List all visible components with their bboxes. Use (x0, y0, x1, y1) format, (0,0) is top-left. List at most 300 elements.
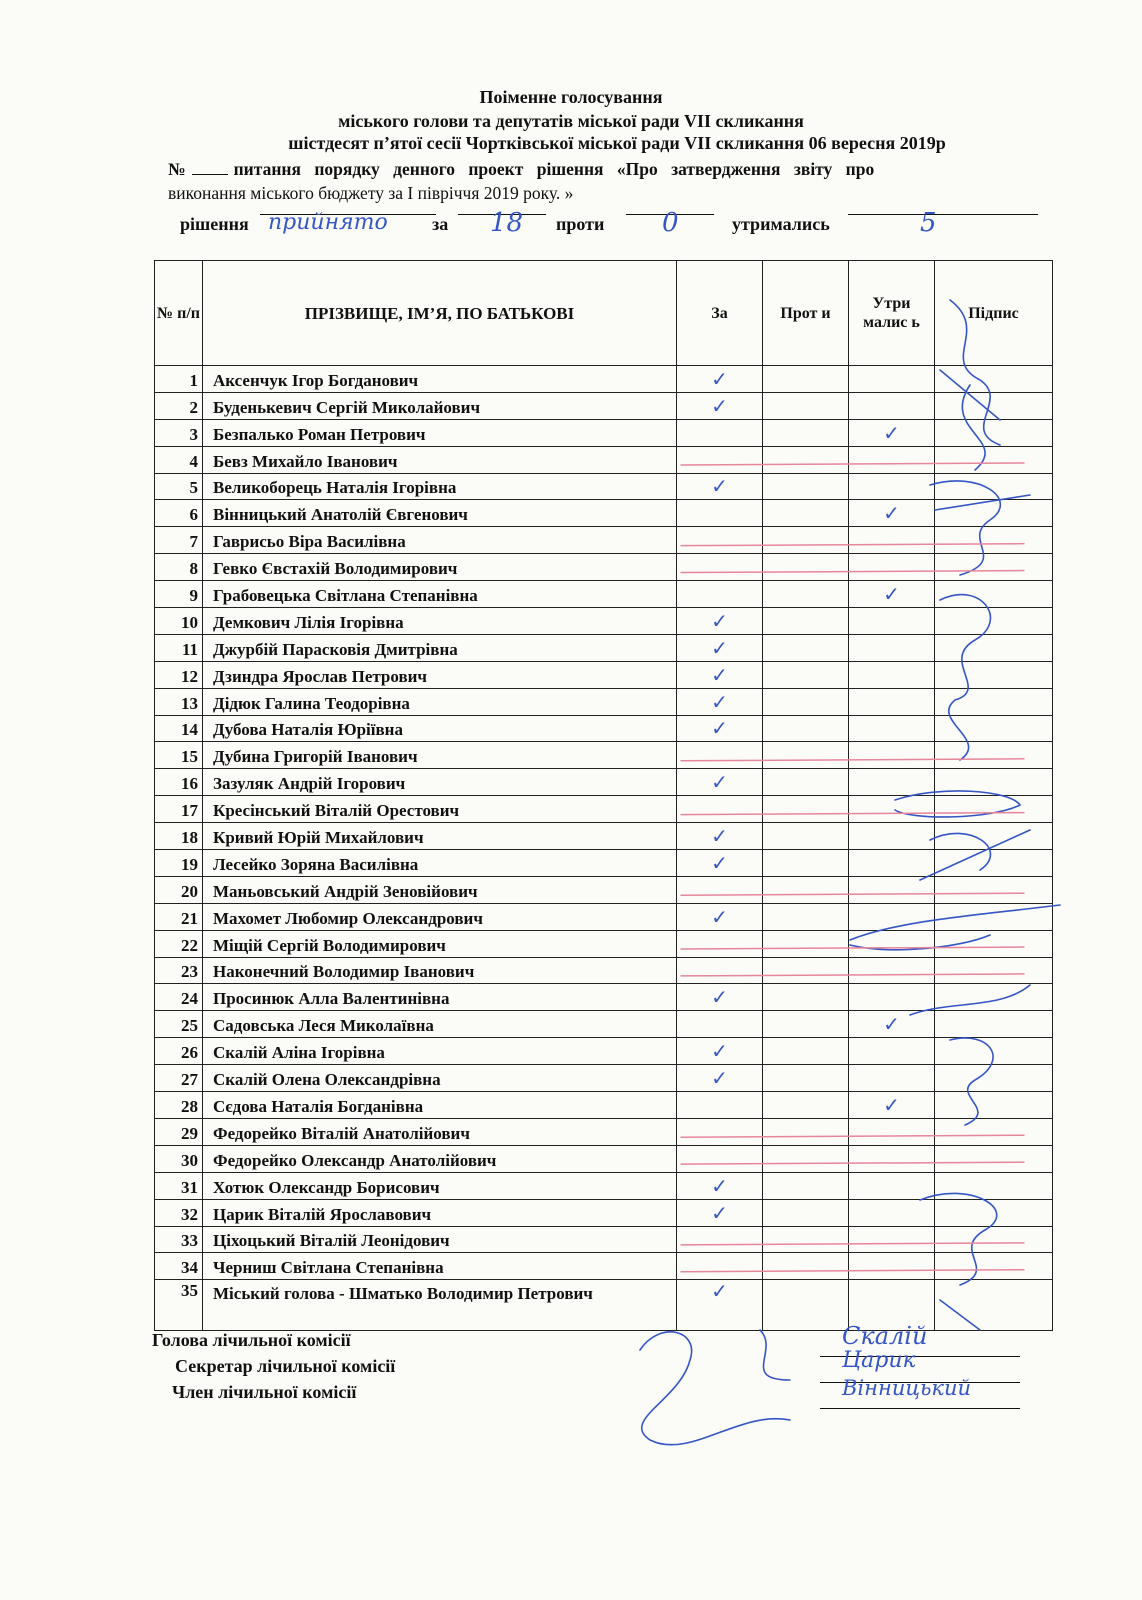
document-subtitle: міського голови та депутатів міської ради VII скликання (338, 111, 804, 131)
row-name: Міщій Сергій Володимирович (203, 930, 677, 957)
agenda-question (168, 158, 1068, 180)
vote-for-cell (677, 527, 763, 554)
vote-abstain-cell (849, 850, 935, 877)
check-mark-icon: ✓ (711, 985, 728, 1010)
row-name: Бевз Михайло Іванович (203, 446, 677, 473)
vote-against-cell (763, 823, 849, 850)
vote-abstain-cell (849, 1092, 935, 1119)
table-row (155, 1118, 1053, 1145)
check-mark-icon: ✓ (883, 420, 900, 445)
vote-for-cell (677, 742, 763, 769)
vote-against-cell (763, 1199, 849, 1226)
signature-cell (935, 769, 1053, 796)
question-text: питання порядку денного проект рішення «Про затвердження звіту про (233, 159, 875, 179)
row-name: Джурбій Парасковія Дмитрівна (203, 634, 677, 661)
vote-for-cell (677, 1280, 763, 1331)
vote-abstain-cell (849, 742, 935, 769)
check-mark-icon: ✓ (711, 366, 728, 391)
table-row (155, 661, 1053, 688)
vote-for-cell (677, 957, 763, 984)
table-row (155, 1092, 1053, 1119)
row-name: Великоборець Наталія Ігорівна (203, 473, 677, 500)
vote-against-cell (763, 446, 849, 473)
row-name: Федорейко Віталій Анатолійович (203, 1118, 677, 1145)
vote-abstain-cell (849, 903, 935, 930)
row-name: Буденькевич Сергій Миколайович (203, 392, 677, 419)
vote-abstain-cell (849, 796, 935, 823)
row-number: 5 (155, 473, 203, 500)
check-mark-icon: ✓ (711, 716, 728, 741)
vote-for-cell (677, 1118, 763, 1145)
table-row (155, 1011, 1053, 1038)
abstain-value: 5 (920, 208, 937, 238)
table-row (155, 1199, 1053, 1226)
row-name: Дідюк Галина Теодорівна (203, 688, 677, 715)
check-mark-icon: ✓ (711, 1039, 728, 1064)
vote-against-cell (763, 473, 849, 500)
vote-abstain-cell (849, 984, 935, 1011)
vote-for-cell (677, 1172, 763, 1199)
vote-against-cell (763, 419, 849, 446)
row-name: Черниш Світлана Степанівна (203, 1253, 677, 1280)
row-number: 23 (155, 957, 203, 984)
vote-for-cell (677, 688, 763, 715)
table-row (155, 446, 1053, 473)
vote-for-cell (677, 634, 763, 661)
vote-for-cell (677, 661, 763, 688)
vote-against-cell (763, 366, 849, 393)
signature-cell (935, 1118, 1053, 1145)
vote-abstain-cell (849, 1199, 935, 1226)
vote-against-cell (763, 1092, 849, 1119)
signature-cell (935, 1280, 1053, 1331)
signature-cell (935, 823, 1053, 850)
row-number: 22 (155, 930, 203, 957)
table-row (155, 473, 1053, 500)
signature-cell (935, 850, 1053, 877)
row-name: Сєдова Наталія Богданівна (203, 1092, 677, 1119)
row-name: Зазуляк Андрій Ігорович (203, 769, 677, 796)
vote-against-cell (763, 1038, 849, 1065)
vote-for-cell (677, 446, 763, 473)
row-name: Царик Віталій Ярославович (203, 1199, 677, 1226)
col-header-signature: Підпис (935, 261, 1053, 366)
vote-abstain-cell (849, 1226, 935, 1253)
row-name: Ціхоцький Віталій Леонідович (203, 1226, 677, 1253)
vote-against-cell (763, 1172, 849, 1199)
row-number: 19 (155, 850, 203, 877)
decision-line (180, 208, 1060, 242)
vote-against-cell (763, 688, 849, 715)
check-mark-icon: ✓ (711, 662, 728, 687)
abstain-value-line (848, 214, 1038, 215)
signature-cell (935, 715, 1053, 742)
table-row (155, 903, 1053, 930)
vote-for-cell (677, 1253, 763, 1280)
decision-value: прийнято (268, 210, 388, 235)
signature-cell (935, 1038, 1053, 1065)
col-header-for: За (677, 261, 763, 366)
table-row (155, 850, 1053, 877)
row-name: Грабовецька Світлана Степанівна (203, 581, 677, 608)
vote-against-cell (763, 930, 849, 957)
col-header-number: № п/п (155, 261, 203, 366)
vote-against-cell (763, 850, 849, 877)
signature-cell (935, 1145, 1053, 1172)
signature-cell (935, 1226, 1053, 1253)
vote-abstain-cell (849, 446, 935, 473)
signature-cell (935, 392, 1053, 419)
table-row (155, 823, 1053, 850)
row-number: 10 (155, 608, 203, 635)
table-row (155, 688, 1053, 715)
signature-cell (935, 984, 1053, 1011)
table-row (155, 366, 1053, 393)
vote-for-cell (677, 876, 763, 903)
table-row (155, 1145, 1053, 1172)
vote-against-cell (763, 500, 849, 527)
vote-against-cell (763, 742, 849, 769)
row-number: 32 (155, 1199, 203, 1226)
table-row (155, 419, 1053, 446)
check-mark-icon: ✓ (711, 1279, 728, 1304)
signature-cell (935, 1172, 1053, 1199)
vote-abstain-cell (849, 823, 935, 850)
signature-scribble-9 (640, 1330, 790, 1445)
vote-abstain-cell (849, 661, 935, 688)
vote-abstain-cell (849, 1145, 935, 1172)
vote-for-cell (677, 1226, 763, 1253)
vote-against-cell (763, 1226, 849, 1253)
row-number: 25 (155, 1011, 203, 1038)
row-number: 18 (155, 823, 203, 850)
document-title: Поіменне голосування (479, 87, 663, 107)
signature-cell (935, 1199, 1053, 1226)
row-number: 20 (155, 876, 203, 903)
vote-against-cell (763, 1011, 849, 1038)
row-number: 13 (155, 688, 203, 715)
vote-for-cell (677, 392, 763, 419)
vote-abstain-cell (849, 473, 935, 500)
table-row (155, 554, 1053, 581)
signature-cell (935, 554, 1053, 581)
row-name: Дубина Григорій Іванович (203, 742, 677, 769)
agenda-question-cont: виконання міського бюджету за І півріччя 2019 року. » (168, 183, 574, 203)
table-row (155, 634, 1053, 661)
signature-cell (935, 1253, 1053, 1280)
row-number: 34 (155, 1253, 203, 1280)
member-sig-line (820, 1408, 1020, 1409)
table-row (155, 930, 1053, 957)
row-number: 27 (155, 1065, 203, 1092)
table-row (155, 527, 1053, 554)
row-number: 28 (155, 1092, 203, 1119)
vote-abstain-cell (849, 1253, 935, 1280)
vote-abstain-cell (849, 715, 935, 742)
against-value: 0 (662, 208, 679, 238)
vote-against-cell (763, 1065, 849, 1092)
table-row (155, 1065, 1053, 1092)
row-number: 35 (155, 1280, 203, 1331)
for-label: за (432, 214, 449, 234)
vote-table (154, 260, 1053, 1331)
table-row (155, 715, 1053, 742)
row-name: Лесейко Зоряна Василівна (203, 850, 677, 877)
row-name: Вінницький Анатолій Євгенович (203, 500, 677, 527)
vote-abstain-cell (849, 581, 935, 608)
vote-abstain-cell (849, 500, 935, 527)
table-row (155, 769, 1053, 796)
vote-abstain-cell (849, 1118, 935, 1145)
signature-cell (935, 366, 1053, 393)
vote-for-cell (677, 473, 763, 500)
signature-cell (935, 742, 1053, 769)
vote-for-cell (677, 1038, 763, 1065)
vote-for-cell (677, 554, 763, 581)
check-mark-icon: ✓ (883, 501, 900, 526)
vote-abstain-cell (849, 527, 935, 554)
table-row (155, 876, 1053, 903)
row-number: 12 (155, 661, 203, 688)
vote-against-cell (763, 903, 849, 930)
vote-for-cell (677, 715, 763, 742)
row-number: 4 (155, 446, 203, 473)
signature-cell (935, 527, 1053, 554)
row-name: Дзиндра Ярослав Петрович (203, 661, 677, 688)
row-number: 3 (155, 419, 203, 446)
vote-against-cell (763, 554, 849, 581)
row-number: 31 (155, 1172, 203, 1199)
signature-cell (935, 1065, 1053, 1092)
vote-for-cell (677, 769, 763, 796)
signature-cell (935, 796, 1053, 823)
row-name: Маньовський Андрій Зеновійович (203, 876, 677, 903)
vote-for-cell (677, 581, 763, 608)
row-number: 33 (155, 1226, 203, 1253)
chair-label: Голова лічильної комісії (152, 1330, 351, 1350)
table-row (155, 1172, 1053, 1199)
vote-against-cell (763, 527, 849, 554)
check-mark-icon: ✓ (711, 689, 728, 714)
signature-cell (935, 876, 1053, 903)
vote-for-cell (677, 500, 763, 527)
row-number: 16 (155, 769, 203, 796)
table-row (155, 581, 1053, 608)
row-number: 1 (155, 366, 203, 393)
table-row (155, 500, 1053, 527)
vote-abstain-cell (849, 1065, 935, 1092)
vote-abstain-cell (849, 688, 935, 715)
vote-against-cell (763, 581, 849, 608)
vote-for-cell (677, 1092, 763, 1119)
signature-cell (935, 903, 1053, 930)
vote-abstain-cell (849, 608, 935, 635)
vote-for-cell (677, 366, 763, 393)
vote-against-cell (763, 876, 849, 903)
vote-abstain-cell (849, 930, 935, 957)
vote-abstain-cell (849, 876, 935, 903)
vote-against-cell (763, 634, 849, 661)
member-label: Член лічильної комісії (172, 1382, 357, 1402)
row-number: 29 (155, 1118, 203, 1145)
signature-cell (935, 634, 1053, 661)
row-name: Гевко Євстахій Володимирович (203, 554, 677, 581)
vote-for-cell (677, 903, 763, 930)
vote-abstain-cell (849, 1011, 935, 1038)
row-number: 8 (155, 554, 203, 581)
vote-for-cell (677, 419, 763, 446)
signature-cell (935, 419, 1053, 446)
row-number: 9 (155, 581, 203, 608)
check-mark-icon: ✓ (711, 770, 728, 795)
row-name: Дубова Наталія Юріївна (203, 715, 677, 742)
vote-against-cell (763, 1280, 849, 1331)
row-name: Просинюк Алла Валентинівна (203, 984, 677, 1011)
check-mark-icon: ✓ (711, 904, 728, 929)
table-row (155, 1253, 1053, 1280)
against-label: проти (556, 214, 605, 234)
col-header-against: Прот и (763, 261, 849, 366)
col-header-abstain: Утри малис ь (849, 261, 935, 366)
vote-against-cell (763, 661, 849, 688)
check-mark-icon: ✓ (711, 474, 728, 499)
vote-for-cell (677, 608, 763, 635)
vote-abstain-cell (849, 554, 935, 581)
vote-against-cell (763, 1118, 849, 1145)
row-number: 30 (155, 1145, 203, 1172)
row-name: Демкович Лілія Ігорівна (203, 608, 677, 635)
check-mark-icon: ✓ (711, 608, 728, 633)
signature-cell (935, 688, 1053, 715)
check-mark-icon: ✓ (711, 850, 728, 875)
vote-abstain-cell (849, 366, 935, 393)
question-number-blank (192, 160, 228, 175)
for-value: 18 (490, 208, 524, 238)
check-mark-icon: ✓ (711, 635, 728, 660)
signature-cell (935, 608, 1053, 635)
table-header-row (155, 261, 1053, 366)
check-mark-icon: ✓ (711, 824, 728, 849)
vote-against-cell (763, 769, 849, 796)
signature-cell (935, 957, 1053, 984)
check-mark-icon: ✓ (883, 1012, 900, 1037)
vote-for-cell (677, 823, 763, 850)
vote-for-cell (677, 930, 763, 957)
vote-abstain-cell (849, 1172, 935, 1199)
col-header-name: ПРІЗВИЩЕ, ІМ’Я, ПО БАТЬКОВІ (203, 261, 677, 366)
vote-for-cell (677, 1199, 763, 1226)
vote-abstain-cell (849, 419, 935, 446)
question-number-label: № (168, 159, 186, 179)
check-mark-icon: ✓ (711, 1200, 728, 1225)
vote-against-cell (763, 1145, 849, 1172)
table-row (155, 957, 1053, 984)
row-name: Аксенчук Ігор Богданович (203, 366, 677, 393)
vote-for-cell (677, 1011, 763, 1038)
row-number: 24 (155, 984, 203, 1011)
row-name: Наконечний Володимир Іванович (203, 957, 677, 984)
signature-cell (935, 1011, 1053, 1038)
row-name: Скалій Аліна Ігорівна (203, 1038, 677, 1065)
row-name: Садовська Леся Миколаївна (203, 1011, 677, 1038)
vote-for-cell (677, 796, 763, 823)
row-number: 17 (155, 796, 203, 823)
abstain-label: утримались (732, 214, 830, 234)
check-mark-icon: ✓ (711, 393, 728, 418)
check-mark-icon: ✓ (711, 1173, 728, 1198)
vote-against-cell (763, 796, 849, 823)
row-name: Гаврисьо Віра Василівна (203, 527, 677, 554)
row-number: 21 (155, 903, 203, 930)
row-number: 15 (155, 742, 203, 769)
decision-label: рішення (180, 214, 249, 234)
table-row (155, 608, 1053, 635)
session-line: шістдесят п’ятої сесії Чортківської міської ради VII скликання 06 вересня 2019р (288, 133, 946, 153)
row-number: 26 (155, 1038, 203, 1065)
check-mark-icon: ✓ (883, 1092, 900, 1117)
vote-abstain-cell (849, 392, 935, 419)
row-number: 11 (155, 634, 203, 661)
secretary-signature: Царик (842, 1348, 916, 1373)
vote-abstain-cell (849, 634, 935, 661)
member-signature: Вінницький (842, 1376, 972, 1400)
row-number: 6 (155, 500, 203, 527)
row-number: 2 (155, 392, 203, 419)
vote-abstain-cell (849, 769, 935, 796)
vote-for-cell (677, 984, 763, 1011)
table-row (155, 392, 1053, 419)
row-name: Махомет Любомир Олександрович (203, 903, 677, 930)
check-mark-icon: ✓ (883, 582, 900, 607)
table-row (155, 1226, 1053, 1253)
vote-against-cell (763, 608, 849, 635)
row-number: 14 (155, 715, 203, 742)
table-row (155, 984, 1053, 1011)
signature-cell (935, 473, 1053, 500)
vote-for-cell (677, 850, 763, 877)
table-row (155, 742, 1053, 769)
signature-cell (935, 446, 1053, 473)
row-name: Скалій Олена Олександрівна (203, 1065, 677, 1092)
table-row (155, 1038, 1053, 1065)
row-name: Кресінський Віталій Орестович (203, 796, 677, 823)
chair-signature: Скалій (842, 1322, 928, 1350)
table-row (155, 796, 1053, 823)
vote-against-cell (763, 957, 849, 984)
secretary-label: Секретар лічильної комісії (175, 1356, 396, 1376)
row-name: Безпалько Роман Петрович (203, 419, 677, 446)
row-name: Кривий Юрій Михайлович (203, 823, 677, 850)
signature-cell (935, 661, 1053, 688)
vote-against-cell (763, 392, 849, 419)
vote-against-cell (763, 984, 849, 1011)
row-name: Федорейко Олександр Анатолійович (203, 1145, 677, 1172)
vote-against-cell (763, 715, 849, 742)
row-number: 7 (155, 527, 203, 554)
vote-against-cell (763, 1253, 849, 1280)
vote-for-cell (677, 1145, 763, 1172)
row-name: Міський голова - Шматько Володимир Петрович (203, 1280, 677, 1331)
signature-cell (935, 930, 1053, 957)
vote-abstain-cell (849, 957, 935, 984)
row-name: Хотюк Олександр Борисович (203, 1172, 677, 1199)
signature-cell (935, 1092, 1053, 1119)
vote-for-cell (677, 1065, 763, 1092)
signature-cell (935, 581, 1053, 608)
signature-cell (935, 500, 1053, 527)
check-mark-icon: ✓ (711, 1066, 728, 1091)
vote-abstain-cell (849, 1038, 935, 1065)
